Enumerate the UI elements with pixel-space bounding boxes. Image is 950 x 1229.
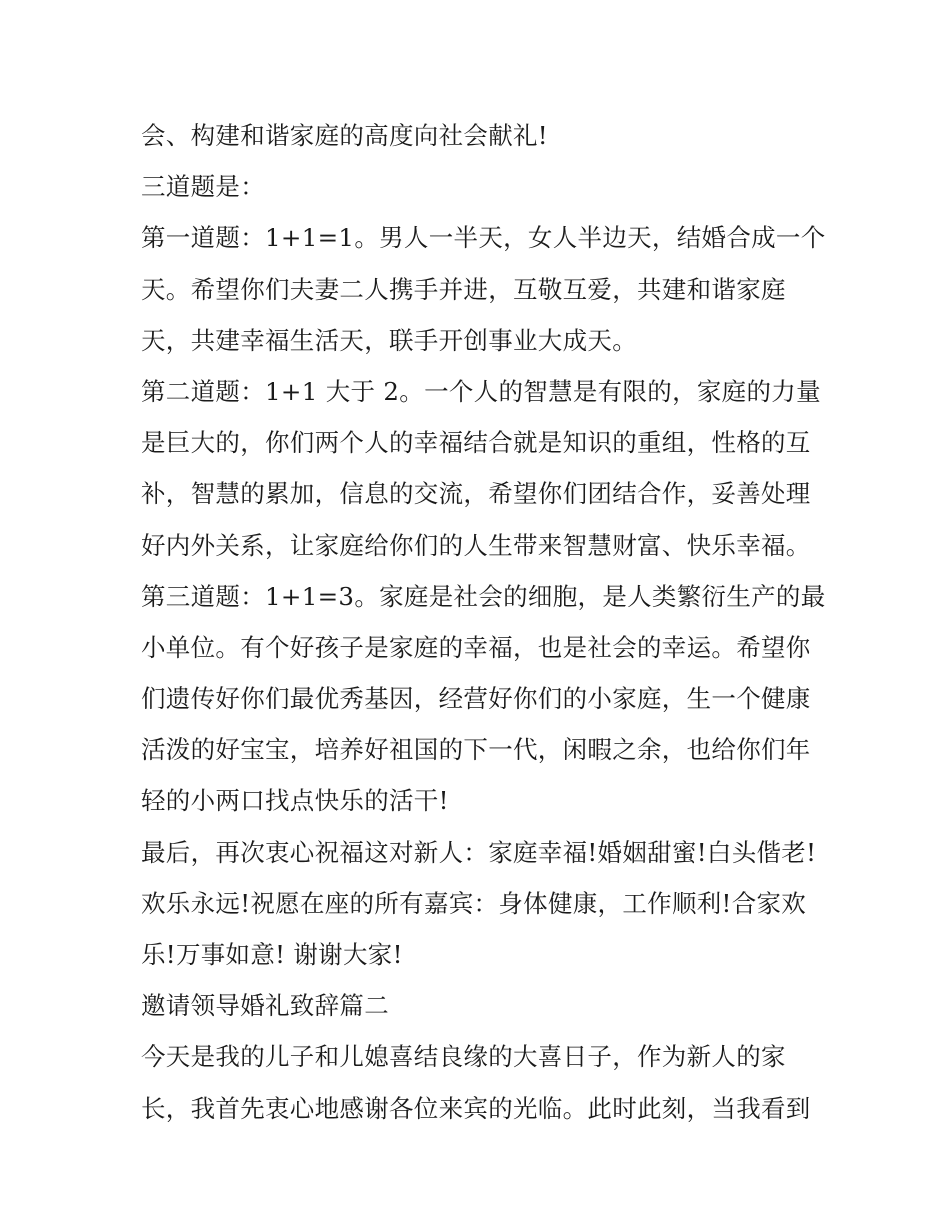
text-line: 补，智慧的累加，信息的交流，希望你们团结合作，妥善处理	[141, 479, 811, 509]
text-line: 会、构建和谐家庭的高度向社会献礼!	[141, 121, 548, 150]
text-line: 天，共建幸福生活天，联手开创事业大成天。	[141, 325, 637, 355]
text-line: 欢乐永远!祝愿在座的所有嘉宾：身体健康，工作顺利!合家欢	[141, 888, 807, 918]
text-line: 小单位。有个好孩子是家庭的幸福，也是社会的幸运。希望你	[141, 632, 811, 662]
text-line: 三道题是：	[141, 172, 265, 202]
text-line: 好内外关系，让家庭给你们的人生带来智慧财富、快乐幸福。	[141, 530, 811, 560]
section-heading: 邀请领导婚礼致辞篇二	[141, 991, 389, 1021]
text-line: 第二道题：1+1 大于 2。一个人的智慧是有限的，家庭的力量	[141, 376, 821, 406]
text-line: 乐!万事如意! 谢谢大家!	[141, 940, 403, 969]
text-line: 轻的小两口找点快乐的活干!	[141, 786, 449, 816]
text-line: 是巨大的，你们两个人的幸福结合就是知识的重组，性格的互	[141, 428, 811, 458]
text-line: 天。希望你们夫妻二人携手并进，互敬互爱，共建和谐家庭	[141, 274, 786, 304]
text-line: 第一道题：1+1=1。男人一半天，女人半边天，结婚合成一个	[141, 223, 826, 253]
text-line: 活泼的好宝宝，培养好祖国的下一代，闲暇之余，也给你们年	[141, 735, 811, 765]
text-line: 长，我首先衷心地感谢各位来宾的光临。此时此刻，当我看到	[141, 1093, 811, 1123]
text-line: 今天是我的儿子和儿媳喜结良缘的大喜日子，作为新人的家	[141, 1042, 786, 1072]
text-line: 最后，再次衷心祝福这对新人：家庭幸福!婚姻甜蜜!白头偕老!	[141, 837, 817, 867]
document-body	[141, 110, 826, 1134]
text-line: 第三道题：1+1=3。家庭是社会的细胞，是人类繁衍生产的最	[141, 581, 826, 611]
text-line: 们遗传好你们最优秀基因，经营好你们的小家庭，生一个健康	[141, 684, 811, 714]
